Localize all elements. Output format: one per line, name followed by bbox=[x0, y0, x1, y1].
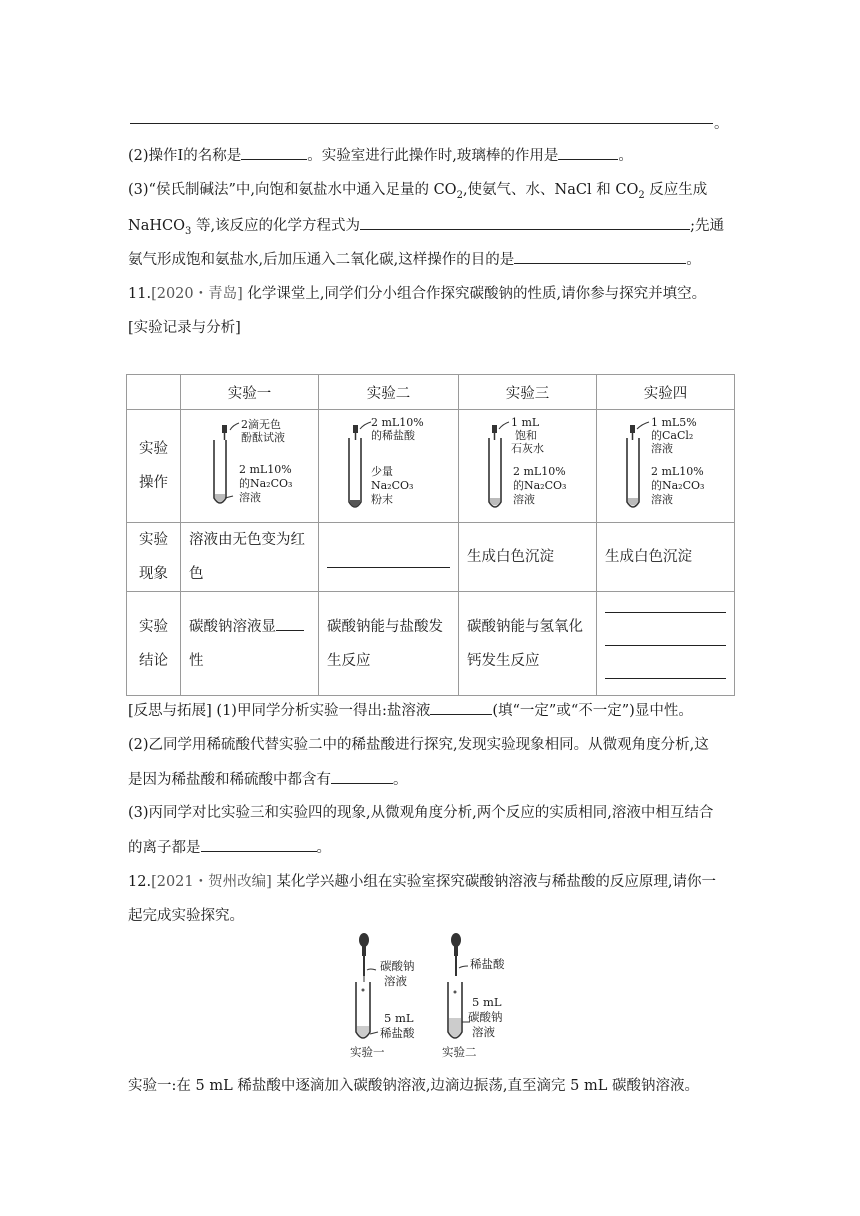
table-cell bbox=[597, 410, 735, 523]
q10-p3-text-c: 反应生成 bbox=[644, 182, 708, 198]
row-label-line: 结论 bbox=[139, 652, 168, 669]
cell-text: 碳酸钠能与盐酸发生反应 bbox=[327, 618, 443, 669]
answer-blank-line[interactable] bbox=[130, 123, 713, 124]
cell-text: 生成白色沉淀 bbox=[467, 549, 554, 565]
q10-p3-text-b: ,使氨气、水、NaCl 和 CO bbox=[462, 182, 639, 198]
figure-label: 溶液 bbox=[513, 493, 535, 506]
table-cell bbox=[597, 592, 735, 696]
cell-text: 溶液由无色变为红色 bbox=[189, 532, 305, 582]
q11-reflect-2-line1: (2)乙同学用稀硫酸代替实验二中的稀盐酸进行探究,发现实验现象相同。从微观角度分析,这 bbox=[128, 737, 709, 753]
figure-caption: 实验一 bbox=[350, 1045, 385, 1059]
q10-part3-line1 bbox=[128, 180, 707, 206]
row-label bbox=[127, 410, 181, 523]
row-label bbox=[127, 592, 181, 696]
question-stem: 化学课堂上,同学们分小组合作探究碳酸钠的性质,请你参与探究并填空。 bbox=[242, 286, 707, 302]
figure-label: 溶液 bbox=[651, 442, 673, 455]
answer-blank[interactable] bbox=[605, 645, 726, 646]
figure-label: 溶液 bbox=[384, 974, 407, 988]
q11-section-label: [实验记录与分析] bbox=[128, 320, 241, 336]
table-header-cell bbox=[127, 375, 181, 410]
q10-p3-text-e: 等,该反应的化学方程式为 bbox=[191, 218, 361, 234]
q12-stem-line1 bbox=[128, 872, 716, 892]
q10-p3-end: 。 bbox=[686, 252, 701, 268]
table-cell bbox=[459, 592, 597, 696]
figure-label: 2 mL10% bbox=[239, 463, 292, 476]
answer-blank[interactable] bbox=[201, 837, 317, 852]
table-header-cell: 实验四 bbox=[597, 375, 735, 410]
q10-p3-text-d: NaHCO bbox=[128, 218, 185, 234]
figure-label: 的Na₂CO₃ bbox=[651, 479, 705, 492]
figure-label: 的Na₂CO₃ bbox=[513, 479, 567, 492]
q11-stem bbox=[128, 284, 706, 304]
paragraph-text: [反思与拓展] (1)甲同学分析实验一得出:盐溶液 bbox=[128, 703, 431, 719]
figure-label: 稀盐酸 bbox=[470, 957, 505, 971]
figure-caption: 实验二 bbox=[442, 1045, 477, 1059]
table-header-cell: 实验三 bbox=[459, 375, 597, 410]
table-cell bbox=[319, 523, 459, 592]
table-cell bbox=[181, 410, 319, 523]
subscript: 2 bbox=[638, 189, 645, 201]
answer-blank[interactable] bbox=[430, 700, 492, 715]
q12-stem-line2: 起完成实验探究。 bbox=[128, 908, 244, 924]
subscript: 2 bbox=[456, 189, 463, 201]
row-label bbox=[127, 523, 181, 592]
q10-p2-text-a: (2)操作Ⅰ的名称是 bbox=[128, 148, 242, 164]
figure-label: 的CaCl₂ bbox=[651, 429, 694, 442]
cell-text: 性 bbox=[189, 652, 204, 669]
dropper-experiment-figure bbox=[340, 932, 520, 1062]
figure-label: 碳酸钠 bbox=[380, 959, 415, 973]
row-label-line: 实验 bbox=[139, 618, 168, 635]
table-cell bbox=[319, 410, 459, 523]
answer-blank[interactable] bbox=[558, 145, 618, 160]
paragraph-text: 是因为稀盐酸和稀硫酸中都含有 bbox=[128, 772, 331, 788]
answer-blank[interactable] bbox=[327, 567, 450, 568]
figure-label: 粉末 bbox=[371, 493, 393, 506]
answer-line-end: 。 bbox=[714, 116, 729, 132]
row-label-line: 操作 bbox=[139, 475, 168, 491]
figure-label: 1 mL bbox=[511, 416, 540, 429]
paragraph-text: 的离子都是 bbox=[128, 840, 201, 856]
row-label-line: 实验 bbox=[139, 441, 168, 457]
q11-reflect-2-line2 bbox=[128, 769, 408, 790]
paragraph-text: 。 bbox=[316, 840, 331, 856]
question-source: [2021・贺州改编] bbox=[151, 874, 272, 890]
q10-part2 bbox=[128, 145, 633, 166]
cell-text: 生成白色沉淀 bbox=[605, 549, 692, 565]
figure-label: 少量 bbox=[371, 465, 393, 478]
table-row-operation bbox=[127, 410, 735, 523]
table-cell bbox=[597, 523, 735, 592]
q10-p2-text-b: 。实验室进行此操作时,玻璃棒的作用是 bbox=[307, 148, 559, 164]
figure-label: 2 mL10% bbox=[651, 465, 704, 478]
q11-reflect-3-line1: (3)丙同学对比实验三和实验四的现象,从微观角度分析,两个反应的实质相同,溶液中相互结合 bbox=[128, 805, 714, 821]
figure-label: 溶液 bbox=[239, 491, 261, 504]
answer-blank[interactable] bbox=[605, 678, 726, 679]
q10-part3-line2 bbox=[128, 215, 724, 242]
figure-label: 2滴无色 bbox=[241, 418, 281, 431]
answer-blank[interactable] bbox=[605, 612, 726, 613]
q11-reflect-1 bbox=[128, 700, 693, 721]
paragraph-text: (填“一定”或“不一定”)显中性。 bbox=[492, 703, 693, 719]
table-row-phenomenon bbox=[127, 523, 735, 592]
cell-text: 碳酸钠能与氢氧化钙发生反应 bbox=[467, 618, 583, 669]
question-stem: 某化学兴趣小组在实验室探究碳酸钠溶液与稀盐酸的反应原理,请你一 bbox=[271, 874, 716, 890]
figure-label: 5 mL bbox=[384, 1011, 414, 1025]
table-header-row bbox=[127, 375, 735, 410]
test-tube-figure bbox=[181, 410, 318, 522]
figure-label: 5 mL bbox=[472, 995, 502, 1009]
answer-blank[interactable] bbox=[514, 249, 686, 264]
table-row-conclusion bbox=[127, 592, 735, 696]
answer-blank[interactable] bbox=[276, 616, 304, 631]
table-header-cell: 实验一 bbox=[181, 375, 319, 410]
answer-blank[interactable] bbox=[331, 769, 393, 784]
figure-label: 2 mL10% bbox=[371, 416, 424, 429]
figure-label: 2 mL10% bbox=[513, 465, 566, 478]
question-number: 12. bbox=[128, 874, 152, 890]
figure-label: 石灰水 bbox=[511, 442, 544, 455]
subscript: 3 bbox=[184, 225, 192, 237]
question-source: [2020・青岛] bbox=[151, 286, 243, 302]
q10-p3-text-g: 氨气形成饱和氨盐水,后加压通入二氧化碳,这样操作的目的是 bbox=[128, 252, 515, 268]
test-tube-figure bbox=[319, 410, 458, 522]
q10-p3-text-f: ;先通 bbox=[690, 218, 724, 234]
figure-label: 酚酞试液 bbox=[241, 431, 285, 444]
q11-reflect-3-line2 bbox=[128, 837, 331, 858]
table-cell bbox=[181, 592, 319, 696]
figure-label: 溶液 bbox=[472, 1025, 495, 1039]
row-label-line: 实验 bbox=[139, 532, 168, 548]
table-cell bbox=[181, 523, 319, 592]
paragraph-text: 。 bbox=[393, 772, 408, 788]
experiment-table bbox=[126, 374, 735, 696]
answer-blank[interactable] bbox=[241, 145, 307, 160]
figure-label: 碳酸钠 bbox=[468, 1010, 503, 1024]
figure-label: 稀盐酸 bbox=[380, 1026, 415, 1040]
figure-label: Na₂CO₃ bbox=[371, 479, 414, 492]
cell-text: 碳酸钠溶液显 bbox=[189, 618, 276, 635]
table-cell bbox=[319, 592, 459, 696]
test-tube-figure bbox=[597, 410, 734, 522]
q12-experiment1: 实验一:在 5 mL 稀盐酸中逐滴加入碳酸钠溶液,边滴边振荡,直至滴完 5 mL 碳酸钠溶液。 bbox=[128, 1078, 699, 1094]
table-header-cell: 实验二 bbox=[319, 375, 459, 410]
q10-p3-text-a: (3)“侯氏制碱法”中,向饱和氨盐水中通入足量的 CO bbox=[128, 182, 457, 198]
figure-label: 的Na₂CO₃ bbox=[239, 477, 293, 490]
figure-label: 溶液 bbox=[651, 493, 673, 506]
test-tube-figure bbox=[459, 410, 596, 522]
table-cell bbox=[459, 410, 597, 523]
table-cell bbox=[459, 523, 597, 592]
q10-p2-end: 。 bbox=[618, 148, 633, 164]
q10-part3-line3 bbox=[128, 249, 701, 270]
question-number: 11. bbox=[128, 286, 152, 302]
figure-label: 饱和 bbox=[515, 429, 537, 442]
row-label-line: 现象 bbox=[139, 566, 168, 582]
answer-blank[interactable] bbox=[360, 215, 690, 230]
figure-label: 1 mL5% bbox=[651, 416, 697, 429]
figure-label: 的稀盐酸 bbox=[371, 429, 415, 442]
